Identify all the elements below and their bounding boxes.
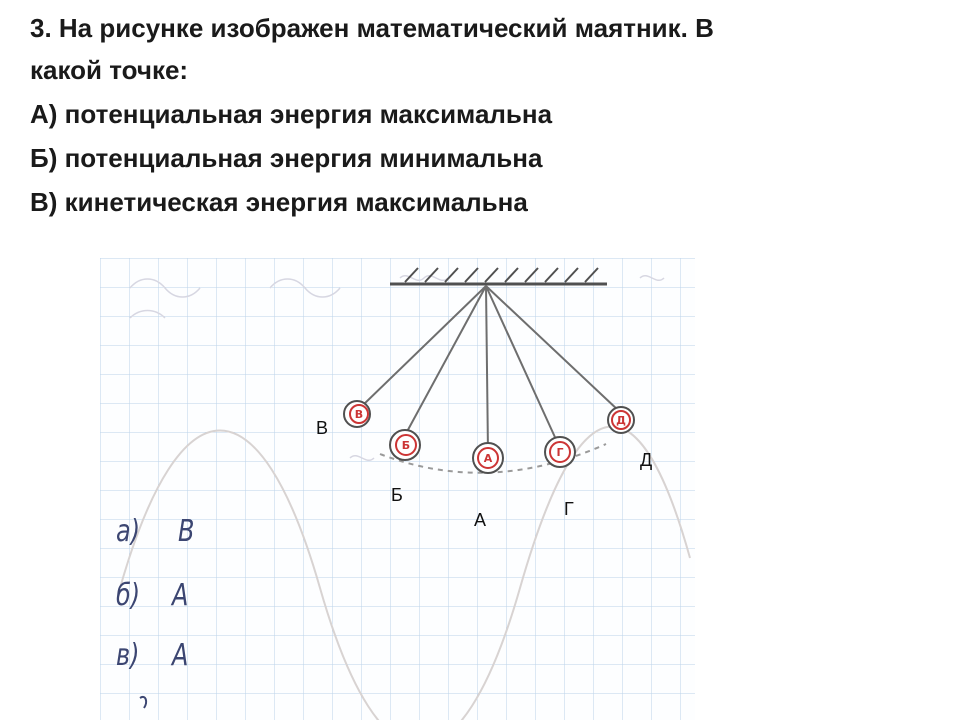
handwritten-answer-2: А xyxy=(172,578,189,613)
handwritten-answer-1: В xyxy=(178,514,195,549)
question-text xyxy=(30,8,930,224)
question-line-2: какой точке: xyxy=(30,55,189,85)
bob-letter-a: А xyxy=(483,452,493,465)
handwritten-letter-3: в) xyxy=(116,638,140,673)
question-line-1: 3. На рисунке изображен математический маятник. В xyxy=(30,13,714,43)
pendulum-figure xyxy=(100,258,695,720)
option-c: В) кинетическая энергия максимальна xyxy=(30,187,528,217)
handwritten-answer-3: А xyxy=(172,638,189,673)
bob-letter-d: Д xyxy=(616,414,626,427)
option-a: А) потенциальная энергия максимальна xyxy=(30,99,553,129)
point-label-b: Б xyxy=(391,485,403,505)
option-b: Б) потенциальная энергия минимальна xyxy=(30,143,543,173)
bob-letter-g: Г xyxy=(556,446,564,459)
bob-letter-v: В xyxy=(354,408,364,421)
point-label-a: А xyxy=(474,510,487,530)
point-label-g: Г xyxy=(564,499,574,519)
bob-letter-b: Б xyxy=(401,439,411,452)
point-label-v: В xyxy=(316,418,329,438)
handwritten-letter-2: б) xyxy=(116,578,141,613)
point-label-d: Д xyxy=(640,450,653,470)
handwritten-letter-1: а) xyxy=(116,514,141,549)
